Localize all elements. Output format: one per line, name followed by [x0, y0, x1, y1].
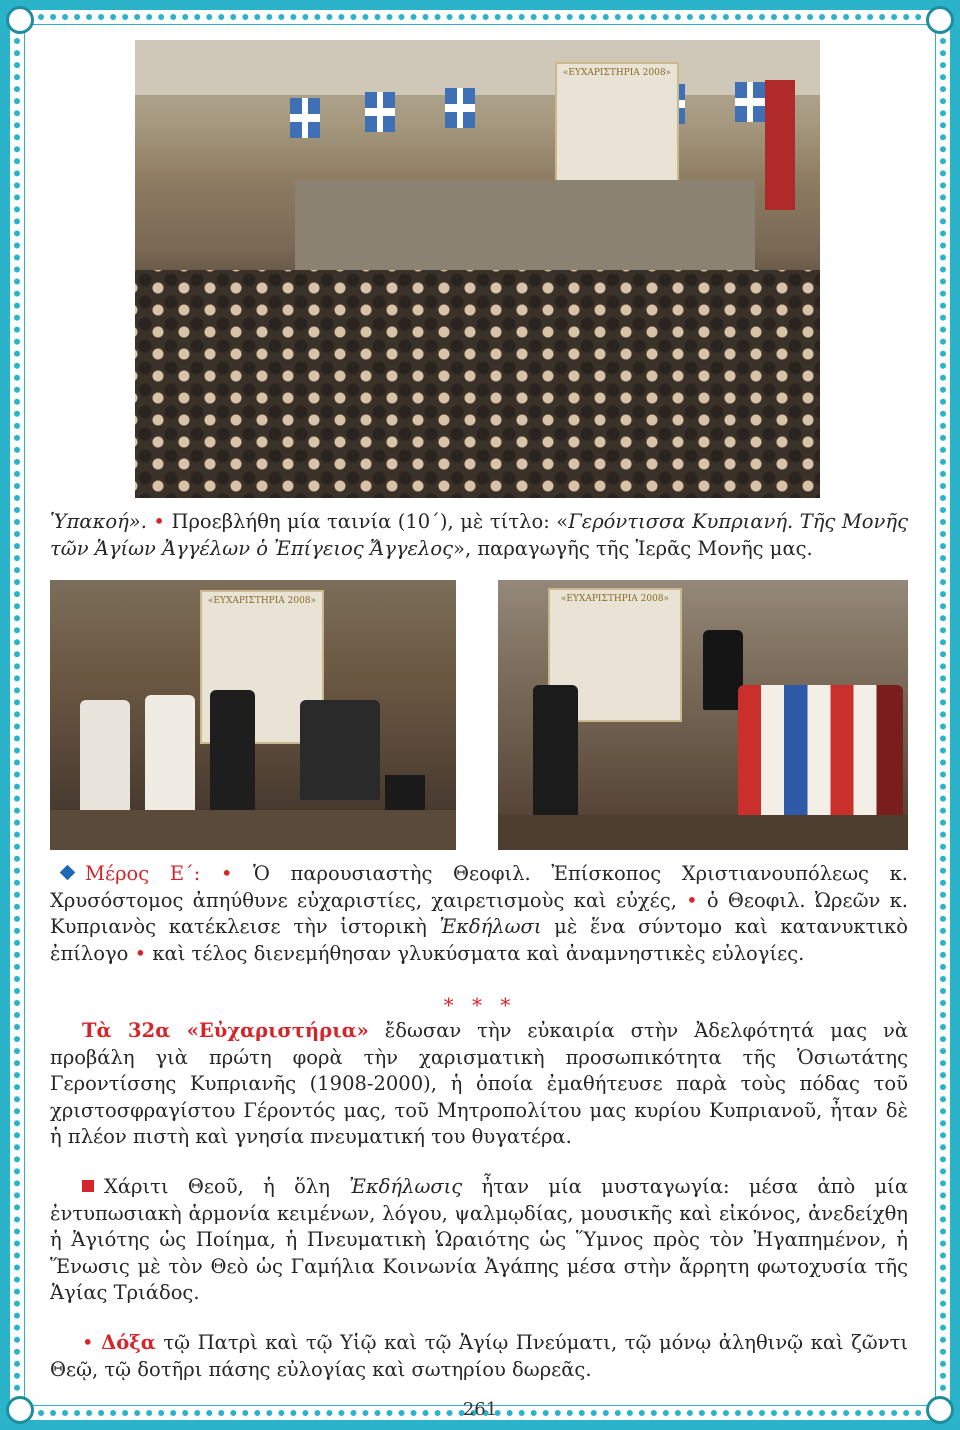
speaker	[385, 775, 425, 815]
banner-text: «ΕΥΧΑΡΙΣΤΗΡΙΑ 2008»	[562, 68, 672, 78]
part-e-text-1: Ὁ παρουσιαστὴς Θεοφιλ. Ἐπίσκοπος Χριστιανουπόλεως κ. Χρυσόστομος ἀπηύθυνε εὐχαριστίες, χαιρετισμοὺς καὶ εὐχές,	[50, 862, 908, 912]
stage-floor	[498, 815, 908, 850]
part-e-text-2: ὁ Θεοφιλ. Ὠρεῶν κ. Κυπριανὸς κατέκλεισε τὴν ἱστορικὴ	[50, 888, 908, 938]
banner-text: «ΕΥΧΑΡΙΣΤΗΡΙΑ 2008»	[560, 594, 670, 604]
grace-text-2: ἦταν μία μυσταγωγία: μέσα ἀπὸ μία ἐντυπωσιακὴ ἁρμονία κειμένων, λόγου, ψαλμῳδίας, μουσικῆς καὶ εἰκόνος, ἀνεδείχθη ἡ Ἁγιότης ὡς Ποίημα, ἡ Πνευματικὴ Ὡραιότης ὡς Ὕμνος πρὸς τὸν Ἠγαπημένον, ἡ Ἕνωσις μὲ τὸν Θεὸ ὡς Γαμήλια Κοινωνία Ἀγάπης μέσα στὴν ἄρρητη φωτοχυσία τῆς Ἁγίας Τριάδος.	[50, 1175, 908, 1304]
square-bullet-icon	[82, 1180, 94, 1192]
grace-paragraph	[50, 1174, 908, 1307]
flag-icon	[445, 88, 475, 128]
photo-stage	[295, 180, 755, 275]
doxology-paragraph	[50, 1330, 908, 1383]
diamond-bullet-icon	[60, 865, 76, 881]
bullet-dot: •	[153, 510, 165, 533]
part-e-text-3: μὲ ἕνα σύντομο καὶ κατανυκτικὸ ἐπίλογο	[50, 915, 908, 965]
corner-ornament-top-left	[6, 6, 34, 34]
red-hanging-banner	[765, 80, 795, 210]
page-number: 261	[462, 1399, 498, 1420]
doxology-text: τῷ Πατρὶ καὶ τῷ Υἱῷ καὶ τῷ Ἁγίῳ Πνεύματι, τῷ μόνῳ ἀληθινῷ καὶ ζῶντι Θεῷ, τῷ δοτῆρι πάσης εὐλογίας καὶ σωτηρίου δωρεᾶς.	[50, 1331, 908, 1381]
flag-icon	[365, 92, 395, 132]
bishop-figure	[703, 630, 743, 710]
photo-ceiling	[135, 40, 820, 95]
eucharisteria-text: ἔδωσαν τὴν εὐκαιρία στὴν Ἀδελφότητά μας νὰ προβάλη γιὰ πρώτη φορὰ τὴν χαρισματικὴ προσωπικότητα τῆς Ὁσιωτάτης Γεροντίσσης Κυπριανῆς (1908-2000), ἡ ὁποία ἐμαθήτευσε παρὰ τοὺς πόδας τοῦ χριστοσφραγίστου Γέροντός μας, τοῦ Μητροπολίτου μας κυρίου Κυπριανοῦ, ἦταν δὲ ἡ πλέον πιστὴ καὶ γνησία πνευματική του θυγατέρα.	[50, 1019, 908, 1148]
flag-icon	[735, 82, 765, 122]
musician-figure	[210, 690, 255, 820]
photo-choir	[498, 580, 908, 850]
photo-event-hall	[135, 40, 820, 498]
bullet-dot: •	[686, 888, 698, 912]
intro-paragraph	[50, 509, 908, 562]
intro-part1: Ὑπακοή».	[50, 510, 154, 533]
film-title: Γερόντισσα Κυπριανή. Τῆς Μονῆς τῶν Ἁγίων Ἀγγέλων ὁ Ἐπίγειος Ἄγγελος	[50, 510, 909, 560]
bullet-dot: •	[134, 941, 147, 965]
section-separator: * * *	[443, 993, 517, 1017]
part-e-label: Μέρος Ε΄:	[85, 862, 201, 885]
bullet-dot: •	[221, 862, 233, 885]
part-e-paragraph	[50, 861, 908, 967]
corner-ornament-top-right	[926, 6, 954, 34]
musician-group	[300, 700, 380, 800]
intro-part3: », παραγωγῆς τῆς Ἱερᾶς Μονῆς μας.	[453, 536, 813, 560]
stage-floor	[50, 810, 456, 850]
eucharisteria-paragraph	[50, 1018, 908, 1151]
doxology-lead: Δόξα	[101, 1331, 156, 1354]
grace-text-1: Χάριτι Θεοῦ, ἡ ὅλη	[104, 1175, 350, 1198]
photo-audience	[135, 270, 820, 498]
intro-part2: Προεβλήθη μία ταινία (10΄), μὲ τίτλο: «	[171, 510, 569, 533]
grace-italic: Ἐκδήλωσις	[349, 1175, 463, 1198]
eucharisteria-lead: Τὰ 32α «Εὐχαριστήρια»	[82, 1019, 369, 1042]
bullet-dot: •	[82, 1331, 102, 1354]
photo-orchestra	[50, 580, 456, 850]
banner-text: «ΕΥΧΑΡΙΣΤΗΡΙΑ 2008»	[207, 596, 317, 606]
part-e-italic: Ἐκδήλωσι	[439, 915, 542, 938]
flag-icon	[290, 98, 320, 138]
part-e-text-4: καὶ τέλος διενεμήθησαν γλυκύσματα καὶ ἀναμνηστικὲς εὐλογίες.	[146, 941, 805, 965]
